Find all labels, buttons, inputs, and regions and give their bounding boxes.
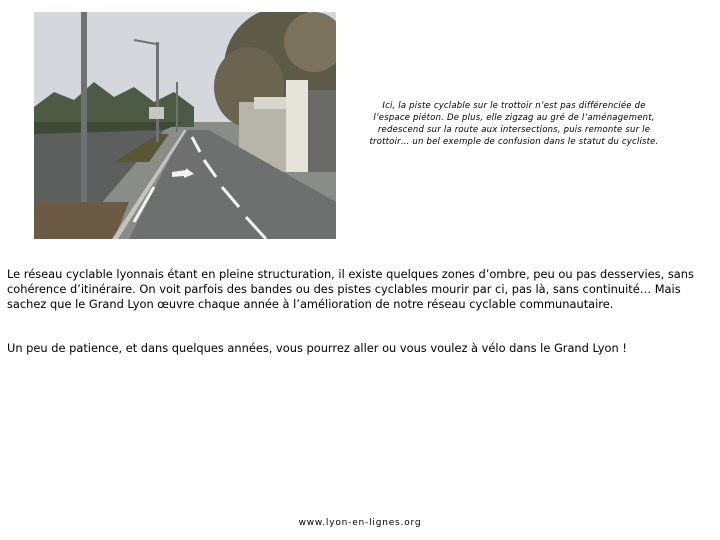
street-photo: [34, 12, 336, 239]
body-paragraph-2: Un peu de patience, et dans quelques années, vous pourrez aller ou vous voulez à vélo dans le Grand Lyon !: [7, 341, 627, 355]
bike-lane-photo-illustration: [34, 12, 336, 239]
footer-website-link[interactable]: www.lyon-en-lignes.org: [298, 518, 422, 528]
body-paragraph-1: Le réseau cyclable lyonnais étant en pleine structuration, il existe quelques zones d’ombre, peu ou pas desservies, sans cohérence d’itinéraire. On voit parfois des bandes ou des pistes cyclables mourir par ci, pas là, sans continuité… Mais sachez que le Grand Lyon œuvre chaque année à l’amélioration de notre réseau cyclable communautaire.: [7, 267, 694, 311]
photo-caption: Ici, la piste cyclable sur le trottoir n’est pas différenciée de l’espace piéton. De plus, elle zigzag au gré de l’aménagement, redescend sur la route aux intersections, puis remonte sur le trottoir… un bel exemple de confusion dans le statut du cycliste.: [369, 101, 659, 147]
